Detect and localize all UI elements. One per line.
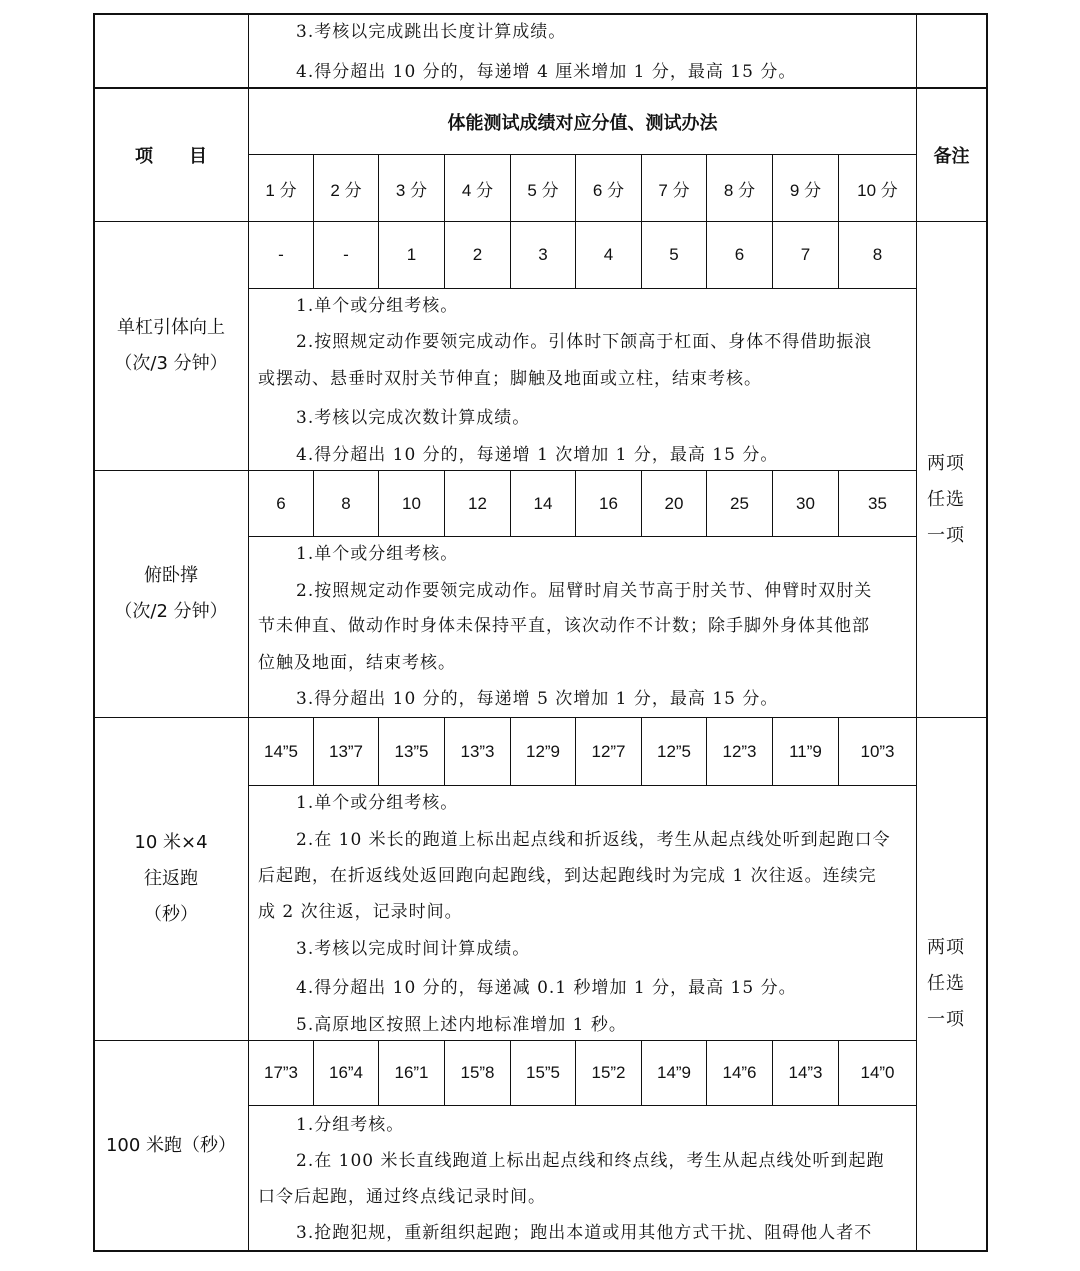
rule bbox=[248, 536, 916, 537]
score-value-cell: 3 bbox=[538, 245, 548, 264]
method-line: 3.考核以完成次数计算成绩。 bbox=[296, 408, 531, 428]
rule bbox=[986, 13, 988, 1252]
score-value-cell: 7 bbox=[800, 245, 811, 264]
rule bbox=[248, 288, 916, 289]
score-header-cell: 3 分 bbox=[395, 180, 428, 200]
method-line: 4.得分超出 10 分的，每递减 0.1 秒增加 1 分，最高 15 分。 bbox=[296, 978, 797, 998]
score-value-cell: 13”3 bbox=[460, 741, 495, 761]
item-label-line: 俯卧撑 bbox=[144, 565, 198, 586]
score-value-cell: 10 bbox=[402, 493, 421, 513]
method-line: 1.分组考核。 bbox=[296, 1115, 405, 1135]
remark-line: 两项 bbox=[927, 937, 965, 958]
score-value-cell: 2 bbox=[472, 245, 483, 264]
remark-choose-one bbox=[917, 222, 975, 717]
method-line: 2.在 10 米长的跑道上标出起点线和折返线，考生从起点线处听到起跑口令 bbox=[296, 830, 891, 850]
score-value-cell: - bbox=[278, 245, 284, 264]
method-line: 2.在 100 米长直线跑道上标出起点线和终点线，考生从起点线处听到起跑 bbox=[296, 1151, 885, 1171]
score-value-cell: 15”2 bbox=[591, 1063, 626, 1082]
score-value-cell: 12”7 bbox=[591, 741, 626, 761]
method-line: 或摆动、悬垂时双肘关节伸直；脚触及地面或立柱，结束考核。 bbox=[258, 369, 762, 389]
score-value-cell: 15”5 bbox=[525, 1063, 561, 1082]
score-value-cell: - bbox=[343, 245, 349, 264]
score-header-cell: 6 分 bbox=[592, 180, 625, 200]
score-value-cell: 14 bbox=[533, 493, 553, 513]
score-value-cell: 13”5 bbox=[394, 741, 429, 761]
score-value-cell: 4 bbox=[603, 245, 614, 264]
score-header-cell: 9 分 bbox=[789, 180, 822, 200]
table-title: 体能测试成绩对应分值、测试办法 bbox=[447, 112, 718, 134]
score-value-cell: 11”9 bbox=[789, 741, 822, 761]
item-label-pullup bbox=[94, 222, 248, 470]
score-header-cell: 10 分 bbox=[857, 180, 898, 200]
score-value-cell: 17”3 bbox=[263, 1063, 299, 1082]
score-value-cell: 13”7 bbox=[328, 741, 364, 761]
item-label-line: （次/3 分钟） bbox=[114, 353, 228, 374]
method-line: 4.得分超出 10 分的，每递增 1 次增加 1 分，最高 15 分。 bbox=[296, 445, 779, 465]
remark-line: 两项 bbox=[927, 452, 965, 474]
score-value-cell: 6 bbox=[734, 245, 745, 264]
score-value-cell: 12 bbox=[468, 493, 487, 513]
score-value-cell: 8 bbox=[872, 245, 883, 264]
remark-line: 任选 bbox=[927, 488, 965, 510]
remark-line: 一项 bbox=[927, 1009, 965, 1030]
method-line: 2.按照规定动作要领完成动作。屈臂时肩关节高于肘关节、伸臂时双肘关 bbox=[296, 581, 873, 601]
score-value-cell: 20 bbox=[664, 493, 684, 513]
method-line: 3.考核以完成时间计算成绩。 bbox=[296, 939, 531, 959]
item-label-line: （次/2 分钟） bbox=[114, 601, 228, 622]
remark-header: 备注 bbox=[933, 146, 970, 167]
score-value-cell: 25 bbox=[730, 493, 749, 513]
method-line: 1.单个或分组考核。 bbox=[296, 296, 459, 316]
item-label-line: 10 米×4 bbox=[134, 832, 208, 853]
remark-line: 任选 bbox=[927, 973, 965, 994]
score-value-cell: 35 bbox=[868, 493, 887, 513]
score-value-cell: 12”5 bbox=[656, 741, 692, 761]
score-value-cell: 12”9 bbox=[525, 741, 561, 761]
rule bbox=[248, 785, 916, 786]
method-line: 1.单个或分组考核。 bbox=[296, 793, 459, 813]
score-value-cell: 14”6 bbox=[722, 1063, 757, 1082]
score-value-cell: 10”3 bbox=[860, 741, 895, 761]
item-label-shuttle-run bbox=[94, 718, 248, 1040]
score-value-cell: 16”1 bbox=[394, 1063, 429, 1082]
score-value-cell: 16 bbox=[599, 493, 618, 513]
score-value-cell: 30 bbox=[796, 493, 815, 513]
remark-line: 一项 bbox=[927, 524, 965, 546]
rule bbox=[93, 1250, 988, 1252]
score-header-cell: 4 分 bbox=[461, 180, 494, 200]
item-label-line: 100 米跑（秒） bbox=[105, 1134, 237, 1156]
score-header-cell: 8 分 bbox=[723, 180, 756, 200]
score-header-cell: 5 分 bbox=[527, 180, 559, 200]
score-value-cell: 14”0 bbox=[860, 1063, 895, 1082]
score-header-cell: 2 分 bbox=[330, 180, 362, 200]
item-header: 项 目 bbox=[135, 146, 207, 167]
score-value-cell: 14”5 bbox=[263, 741, 299, 761]
rule bbox=[248, 1105, 916, 1106]
score-value-cell: 6 bbox=[276, 493, 286, 513]
score-value-cell: 5 bbox=[669, 245, 679, 264]
score-value-cell: 14”9 bbox=[656, 1063, 692, 1082]
score-header-cell: 1 分 bbox=[265, 180, 297, 200]
method-line: 位触及地面，结束考核。 bbox=[258, 653, 456, 673]
top-method-line: 4.得分超出 10 分的，每递增 4 厘米增加 1 分，最高 15 分。 bbox=[296, 62, 797, 82]
item-label-line: 单杠引体向上 bbox=[117, 317, 225, 338]
method-line: 3.抢跑犯规，重新组织起跑；跑出本道或用其他方式干扰、阻碍他人者不 bbox=[296, 1223, 873, 1243]
method-line: 后起跑，在折返线处返回跑向起跑线，到达起跑线时为完成 1 次往返。连续完 bbox=[258, 866, 877, 886]
item-label-line: 往返跑 bbox=[144, 868, 198, 889]
score-value-cell: 15”8 bbox=[460, 1063, 495, 1082]
remark-choose-one bbox=[917, 718, 975, 1250]
item-label-pushup bbox=[94, 471, 248, 717]
top-method-line: 3.考核以完成跳出长度计算成绩。 bbox=[296, 22, 567, 42]
method-line: 口令后起跑，通过终点线记录时间。 bbox=[258, 1187, 546, 1207]
item-label-line: （秒） bbox=[144, 904, 198, 925]
score-value-cell: 12”3 bbox=[722, 741, 757, 761]
method-line: 节未伸直、做动作时身体未保持平直，该次动作不计数；除手脚外身体其他部 bbox=[258, 616, 870, 636]
score-header-cell: 7 分 bbox=[658, 180, 690, 200]
score-value-cell: 16”4 bbox=[328, 1063, 364, 1082]
method-line: 成 2 次往返，记录时间。 bbox=[258, 902, 463, 922]
item-label-100m bbox=[94, 1041, 248, 1250]
method-line: 5.高原地区按照上述内地标准增加 1 秒。 bbox=[296, 1015, 627, 1035]
method-line: 2.按照规定动作要领完成动作。引体时下颌高于杠面、身体不得借助振浪 bbox=[296, 332, 873, 352]
score-value-cell: 1 bbox=[406, 245, 417, 264]
method-line: 3.得分超出 10 分的，每递增 5 次增加 1 分，最高 15 分。 bbox=[296, 689, 779, 709]
method-line: 1.单个或分组考核。 bbox=[296, 544, 459, 564]
rule bbox=[93, 13, 988, 15]
score-value-cell: 14”3 bbox=[788, 1063, 823, 1082]
score-value-cell: 8 bbox=[341, 493, 351, 513]
